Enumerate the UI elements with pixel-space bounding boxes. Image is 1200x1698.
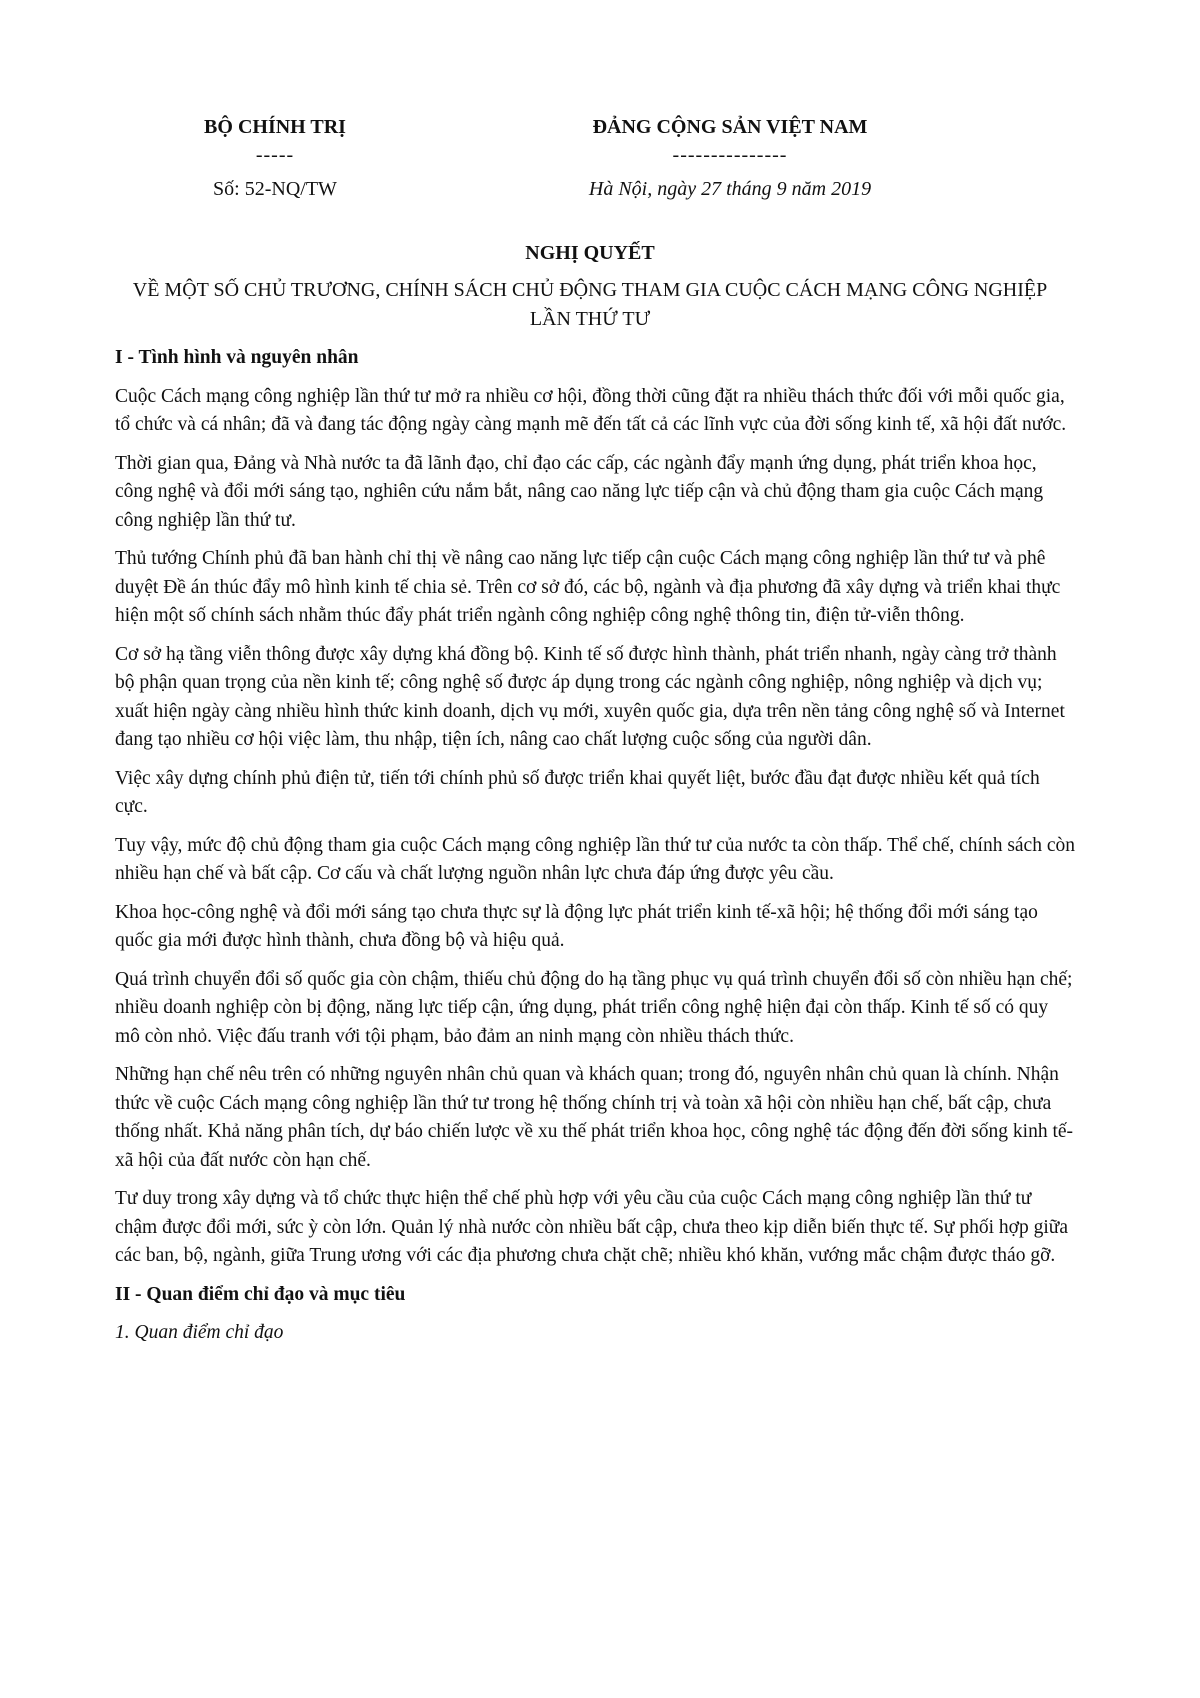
paragraph: Quá trình chuyển đổi số quốc gia còn chậm, thiếu chủ động do hạ tầng phục vụ quá trình chuyển đổi số còn nhiều hạn chế; nhiều doanh nghiệp còn bị động, năng lực tiếp cận, ứng dụng, phát triển công nghệ hiện đại còn thấp. Kinh tế số có quy mô còn nhỏ. Việc đấu tranh với tội phạm, bảo đảm an ninh mạng còn nhiều thách thức. xyxy=(115,968,1073,1047)
paragraph: Những hạn chế nêu trên có những nguyên nhân chủ quan và khách quan; trong đó, nguyên nhân chủ quan là chính. Nhận thức về cuộc Cách mạng công nghiệp lần thứ tư trong hệ thống chính trị và toàn xã hội còn nhiều hạn chế, bất cập, chưa thống nhất. Khả năng phân tích, dự báo chiến lược về xu thế phát triển khoa học, công nghệ tác động đến đời sống kinh tế-xã hội của đất nước còn hạn chế. xyxy=(115,1064,1074,1171)
paragraph: Cơ sở hạ tầng viễn thông được xây dựng khá đồng bộ. Kinh tế số được hình thành, phát triển nhanh, ngày càng trở thành bộ phận quan trọng của nền kinh tế; công nghệ số được áp dụng trong các ngành công nghiệp, nông nghiệp và dịch vụ; xuất hiện ngày càng nhiều hình thức kinh doanh, dịch vụ mới, xuyên quốc gia, dựa trên nền tảng công nghệ số và Internet đang tạo nhiều cơ hội việc làm, thu nhập, tiện ích, nâng cao chất lượng cuộc sống của người dân. xyxy=(115,643,1065,750)
subsection-heading: 1. Quan điểm chỉ đạo xyxy=(115,1322,284,1343)
section-heading: I - Tình hình và nguyên nhân xyxy=(115,347,359,368)
issuing-body: BỘ CHÍNH TRỊ xyxy=(204,116,346,138)
document-number: Số: 52-NQ/TW xyxy=(213,178,337,200)
title-main: NGHỊ QUYẾT xyxy=(525,242,655,264)
header-right xyxy=(520,112,940,204)
header-left-separator: ----- xyxy=(255,144,295,166)
party-name: ĐẢNG CỘNG SẢN VIỆT NAM xyxy=(592,116,868,138)
paragraph: Việc xây dựng chính phủ điện tử, tiến tới chính phủ số được triển khai quyết liệt, bước đầu đạt được nhiều kết quả tích cực. xyxy=(115,767,1040,817)
header-left xyxy=(180,112,370,204)
paragraph: Khoa học-công nghệ và đổi mới sáng tạo chưa thực sự là động lực phát triển kinh tế-xã hội; hệ thống đổi mới sáng tạo quốc gia mới được hình thành, chưa đồng bộ và hiệu quả. xyxy=(115,901,1038,951)
paragraph: Tuy vậy, mức độ chủ động tham gia cuộc Cách mạng công nghiệp lần thứ tư của nước ta còn thấp. Thể chế, chính sách còn nhiều hạn chế và bất cập. Cơ cấu và chất lượng nguồn nhân lực chưa đáp ứng được yêu cầu. xyxy=(115,834,1075,884)
document-body xyxy=(115,344,1075,1348)
document-date: Hà Nội, ngày 27 tháng 9 năm 2019 xyxy=(588,178,872,200)
section-heading: II - Quan điểm chỉ đạo và mục tiêu xyxy=(115,1283,406,1305)
paragraph: Cuộc Cách mạng công nghiệp lần thứ tư mở ra nhiều cơ hội, đồng thời cũng đặt ra nhiều thách thức đối với mỗi quốc gia, tổ chức và cá nhân; đã và đang tác động ngày càng mạnh mẽ đến tất cả các lĩnh vực của đời sống kinh tế, xã hội đất nước. xyxy=(115,385,1067,435)
paragraph: Thủ tướng Chính phủ đã ban hành chỉ thị về nâng cao năng lực tiếp cận cuộc Cách mạng công nghiệp lần thứ tư và phê duyệt Đề án thúc đẩy mô hình kinh tế chia sẻ. Trên cơ sở đó, các bộ, ngành và địa phương đã xây dựng và triển khai thực hiện một số chính sách nhằm thúc đẩy phát triển ngành công nghiệp công nghệ thông tin, điện tử-viễn thông. xyxy=(115,548,1061,626)
title-subtitle: VỀ MỘT SỐ CHỦ TRƯƠNG, CHÍNH SÁCH CHỦ ĐỘNG THAM GIA CUỘC CÁCH MẠNG CÔNG NGHIỆP LẦN THỨ TƯ xyxy=(132,279,1048,330)
document-title xyxy=(115,238,1065,334)
header-right-separator: --------------- xyxy=(672,144,788,166)
paragraph: Tư duy trong xây dựng và tổ chức thực hiện thể chế phù hợp với yêu cầu của cuộc Cách mạng công nghiệp lần thứ tư chậm được đổi mới, sức ỳ còn lớn. Quản lý nhà nước còn nhiều bất cập, chưa theo kịp diễn biến thực tế. Sự phối hợp giữa các ban, bộ, ngành, giữa Trung ương với các địa phương chưa chặt chẽ; nhiều khó khăn, vướng mắc chậm được tháo gỡ. xyxy=(115,1188,1068,1266)
paragraph: Thời gian qua, Đảng và Nhà nước ta đã lãnh đạo, chỉ đạo các cấp, các ngành đẩy mạnh ứng dụng, phát triển khoa học, công nghệ và đổi mới sáng tạo, nghiên cứu nắm bắt, nâng cao năng lực tiếp cận và chủ động tham gia cuộc Cách mạng công nghiệp lần thứ tư. xyxy=(115,452,1044,531)
